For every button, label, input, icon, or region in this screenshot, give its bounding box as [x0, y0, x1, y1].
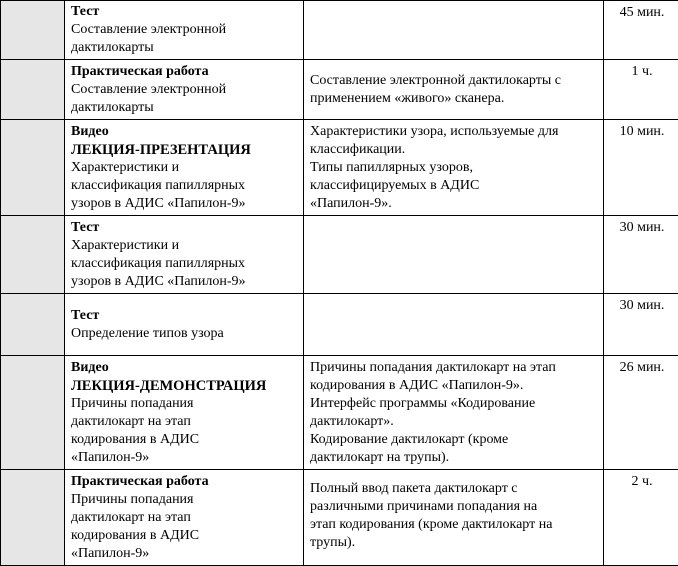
description-line: Полный ввод пакета дактилокарт с [310, 480, 599, 498]
activity-kind: Практическая работа [71, 63, 299, 81]
description-line: кодирования в АДИС «Папилон-9». [310, 377, 599, 395]
activity-cell [65, 60, 304, 120]
description-cell [304, 216, 604, 294]
duration-cell: 45 мин. [604, 1, 678, 60]
description-line: применением «живого» сканера. [310, 90, 599, 108]
topic-line: «Папилон-9» [71, 449, 299, 467]
topic-line: узоров в АДИС «Папилон-9» [71, 273, 299, 291]
table-row [1, 216, 678, 294]
topic-line: дактилокарты [71, 99, 299, 117]
table-row [1, 1, 678, 60]
description-line: Причины попадания дактилокарт на этап [310, 359, 599, 377]
activity-kind: Видео [71, 359, 299, 377]
row-marker-cell [1, 470, 65, 566]
table-row [1, 120, 678, 216]
description-cell [304, 60, 604, 120]
row-marker-cell [1, 1, 65, 60]
topic-line: «Папилон-9» [71, 545, 299, 563]
topic-line: Причины попадания [71, 395, 299, 413]
description-cell [304, 294, 604, 356]
activity-cell [65, 470, 304, 566]
table-row [1, 60, 678, 120]
description-line: Интерфейс программы «Кодирование [310, 395, 599, 413]
table-row [1, 470, 678, 566]
row-marker-cell [1, 356, 65, 470]
activity-cell [65, 1, 304, 60]
activity-kind: Практическая работа [71, 473, 299, 491]
description-line: классифицируемых в АДИС [310, 177, 599, 195]
table-row [1, 356, 678, 470]
description-line: трупы). [310, 534, 599, 552]
topic-line: дактилокарт на этап [71, 413, 299, 431]
activity-cell [65, 216, 304, 294]
lecture-heading: ЛЕКЦИЯ-ПРЕЗЕНТАЦИЯ [71, 141, 299, 159]
topic-line: Причины попадания [71, 491, 299, 509]
description-line: Составление электронной дактилокарты с [310, 72, 599, 90]
topic-line: узоров в АДИС «Папилон-9» [71, 195, 299, 213]
topic-line: классификация папиллярных [71, 177, 299, 195]
activity-kind: Тест [71, 3, 299, 21]
description-line: дактилокарт». [310, 413, 599, 431]
description-cell [304, 1, 604, 60]
duration-cell: 26 мин. [604, 356, 678, 470]
description-line: Типы папиллярных узоров, [310, 159, 599, 177]
description-line: классификации. [310, 141, 599, 159]
duration-cell: 10 мин. [604, 120, 678, 216]
description-cell [304, 356, 604, 470]
topic-line: кодирования в АДИС [71, 527, 299, 545]
description-line: дактилокарт на трупы). [310, 449, 599, 467]
description-line: этап кодирования (кроме дактилокарт на [310, 516, 599, 534]
activity-kind: Видео [71, 123, 299, 141]
description-line: различными причинами попадания на [310, 498, 599, 516]
topic-line: Определение типов узора [71, 325, 299, 343]
description-line: «Папилон-9». [310, 195, 599, 213]
duration-cell: 2 ч. [604, 470, 678, 566]
lecture-heading: ЛЕКЦИЯ-ДЕМОНСТРАЦИЯ [71, 377, 299, 395]
activity-kind: Тест [71, 219, 299, 237]
topic-line: дактилокарты [71, 39, 299, 57]
topic-line: Составление электронной [71, 21, 299, 39]
activity-cell [65, 294, 304, 356]
description-cell [304, 470, 604, 566]
description-cell [304, 120, 604, 216]
topic-line: классификация папиллярных [71, 255, 299, 273]
duration-cell: 30 мин. [604, 216, 678, 294]
description-line: Кодирование дактилокарт (кроме [310, 431, 599, 449]
activity-cell [65, 356, 304, 470]
topic-line: кодирования в АДИС [71, 431, 299, 449]
topic-line: Характеристики и [71, 237, 299, 255]
topic-line: Характеристики и [71, 159, 299, 177]
row-marker-cell [1, 216, 65, 294]
table-row [1, 294, 678, 356]
topic-line: дактилокарт на этап [71, 509, 299, 527]
activity-cell [65, 120, 304, 216]
duration-cell: 1 ч. [604, 60, 678, 120]
row-marker-cell [1, 294, 65, 356]
activity-kind: Тест [71, 307, 299, 325]
description-line: Характеристики узора, используемые для [310, 123, 599, 141]
row-marker-cell [1, 120, 65, 216]
duration-cell: 30 мин. [604, 294, 678, 356]
row-marker-cell [1, 60, 65, 120]
topic-line: Составление электронной [71, 81, 299, 99]
